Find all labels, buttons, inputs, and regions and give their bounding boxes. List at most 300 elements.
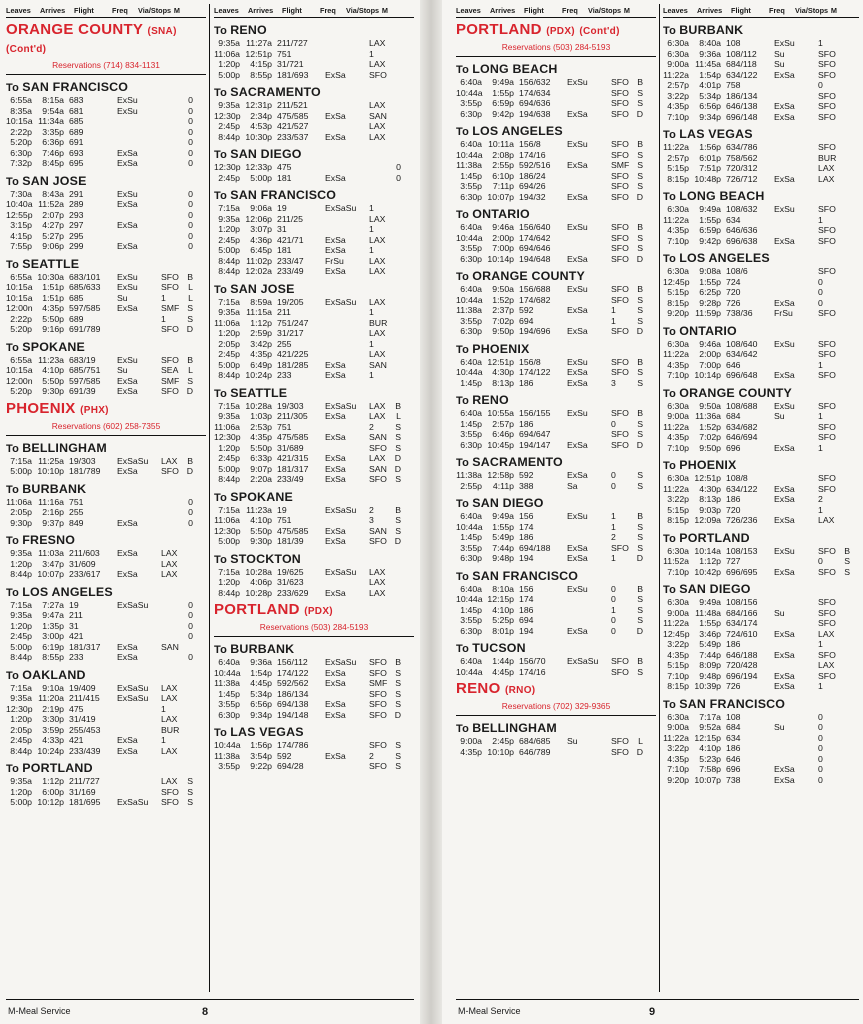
leaves-cell: 11:52a	[663, 556, 689, 566]
frequency-cell: ExSa	[325, 750, 346, 761]
flight-row	[663, 754, 859, 765]
flight-row	[6, 456, 206, 467]
header-via: Via/Stops	[346, 6, 380, 15]
arrives-cell: 1:44p	[492, 656, 514, 666]
stops-meal-cell: 0	[188, 230, 193, 241]
frequency-cell: ExSaSu	[325, 296, 357, 307]
leaves-cell: 6:55a	[10, 271, 32, 282]
destination-heading	[6, 761, 206, 776]
flight-number-cell: 685	[69, 116, 84, 126]
leaves-cell: 6:40a	[460, 222, 482, 232]
via-cell: SFO	[818, 649, 836, 660]
via-cell: SFO	[818, 483, 836, 494]
destination-city: SAN DIEGO	[472, 496, 544, 510]
via-cell: LAX	[818, 163, 835, 173]
via-cell: SFO	[818, 370, 836, 380]
flight-row	[214, 318, 414, 329]
arrives-cell: 9:06p	[42, 241, 64, 251]
flight-number-cell: 233/47	[277, 255, 304, 266]
via-cell: SFO	[818, 670, 836, 681]
flight-row	[663, 163, 859, 174]
arrives-cell: 7:00p	[492, 243, 514, 253]
flight-number-cell: 694	[519, 615, 534, 625]
stops-meal-cell: 0	[188, 105, 193, 116]
stops-meal-cell	[391, 235, 401, 246]
arrives-cell: 8:55p	[42, 652, 64, 662]
leaves-cell: 12:30p	[214, 432, 241, 442]
flight-row	[456, 656, 656, 667]
leaves-cell: 2:45p	[218, 172, 240, 183]
arrives-cell: 9:34p	[250, 709, 272, 720]
origin-city: PORTLAND	[456, 21, 542, 38]
stops-meal-cell	[840, 473, 850, 484]
flight-row	[214, 474, 414, 485]
stops-meal-cell	[840, 639, 850, 650]
flight-number-cell: 108	[726, 38, 741, 48]
arrives-cell: 11:52a	[38, 199, 64, 209]
frequency-cell	[567, 605, 611, 616]
leaves-cell: 6:30p	[460, 326, 482, 336]
frequency-cell: ExSa	[567, 108, 588, 119]
leaves-cell: 6:30a	[667, 338, 689, 349]
flight-number-cell: 181/789	[69, 466, 101, 476]
arrives-cell: 5:27p	[42, 230, 64, 241]
leaves-cell: 10:44a	[456, 294, 483, 305]
via-cell	[161, 127, 183, 138]
frequency-cell	[117, 507, 161, 518]
flight-number-cell: 689	[69, 126, 84, 137]
stops-meal-cell: S	[395, 515, 401, 525]
flight-row	[663, 339, 859, 350]
leaves-cell: 9:00a	[667, 607, 689, 618]
destination-city: LOS ANGELES	[472, 124, 563, 138]
origin-city-name	[6, 401, 206, 419]
leaves-cell: 6:30a	[667, 473, 689, 483]
flight-row	[663, 608, 859, 619]
flight-number-cell: 475	[69, 703, 84, 714]
via-cell: 2	[818, 494, 823, 504]
stops-meal-cell	[840, 671, 850, 682]
stops-meal-cell: 0	[396, 172, 401, 183]
arrives-cell: 1:12p	[699, 556, 721, 566]
stops-meal-cell	[840, 91, 850, 102]
stops-meal-cell	[840, 38, 850, 49]
arrives-cell: 2:00p	[492, 232, 514, 243]
header-arrives: Arrives	[697, 6, 723, 15]
flight-row	[214, 349, 414, 360]
via-cell: SAN	[369, 432, 387, 442]
leaves-cell: 1:20p	[10, 620, 32, 631]
via-cell: 1	[611, 305, 616, 315]
arrives-cell: 9:36a	[250, 657, 272, 667]
leaves-cell: 2:45p	[10, 631, 32, 641]
flight-number-cell: 683	[69, 95, 84, 105]
stops-meal-cell	[391, 111, 401, 122]
flight-row	[456, 357, 656, 368]
flight-number-cell: 156/70	[519, 656, 546, 666]
origin-rule	[6, 74, 206, 75]
arrives-cell: 4:10p	[250, 515, 272, 525]
to-label: To	[663, 387, 680, 400]
leaves-cell: 4:35p	[667, 432, 689, 442]
stops-meal-cell: S	[637, 470, 643, 480]
flight-row	[214, 505, 414, 516]
frequency-cell	[325, 443, 369, 454]
leaves-cell: 6:30p	[460, 625, 482, 636]
frequency-cell: ExSaSu	[325, 400, 357, 411]
arrives-cell: 11:36a	[695, 411, 721, 421]
leaves-cell: 12:30p	[214, 525, 241, 536]
flight-row	[663, 775, 859, 786]
flight-row	[214, 401, 414, 412]
leaves-cell: 11:06a	[214, 515, 240, 525]
frequency-cell	[567, 171, 611, 182]
flight-number-cell: 19/409	[69, 682, 96, 693]
via-cell: SFO	[818, 349, 836, 359]
origin-city: RENO	[456, 680, 501, 697]
via-cell: SFO	[818, 400, 836, 411]
to-label: To	[663, 584, 680, 596]
flight-number-cell: 293	[69, 209, 84, 220]
destination-heading	[663, 697, 859, 712]
leaves-cell: 3:55p	[460, 181, 482, 191]
leaves-cell: 7:10p	[667, 111, 689, 122]
flight-number-cell: 475/585	[277, 525, 309, 536]
via-cell	[161, 497, 183, 508]
stops-meal-cell	[840, 743, 850, 754]
flight-number-cell: 758/562	[726, 152, 758, 163]
arrives-cell: 1:55p	[699, 276, 721, 287]
flight-number-cell: 156	[519, 511, 534, 521]
via-cell: LAX	[161, 455, 178, 466]
leaves-cell: 6:30a	[667, 545, 689, 556]
flight-number-cell: 108/640	[726, 338, 758, 349]
stops-meal-cell	[840, 80, 850, 91]
via-cell: SFO	[369, 761, 387, 771]
flight-row	[663, 650, 859, 661]
flight-row	[6, 365, 206, 376]
frequency-cell	[117, 631, 161, 642]
via-cell: 1	[369, 338, 374, 349]
frequency-cell: ExSu	[567, 222, 588, 232]
via-cell: SFO	[611, 191, 629, 202]
leaves-cell: 2:05p	[10, 507, 32, 517]
flight-number-cell: 194/648	[519, 253, 551, 264]
via-cell: SFO	[369, 740, 387, 750]
frequency-cell	[567, 181, 611, 192]
via-cell: 2	[369, 504, 374, 515]
flight-number-cell: 592	[519, 470, 534, 480]
destination-heading	[456, 641, 656, 656]
destination-heading	[214, 386, 414, 401]
arrives-cell: 11:03a	[38, 548, 64, 558]
flight-row	[214, 328, 414, 339]
stops-meal-cell	[183, 735, 193, 746]
stops-meal-cell: S	[637, 87, 643, 98]
arrives-cell: 8:15a	[42, 95, 64, 105]
frequency-cell	[567, 429, 611, 440]
via-cell: SFO	[161, 354, 179, 365]
leaves-cell: 8:44p	[218, 255, 240, 266]
flight-number-cell: 421/315	[277, 453, 309, 463]
arrives-cell: 12:15p	[694, 732, 721, 743]
flight-row	[6, 158, 206, 169]
flight-row	[456, 181, 656, 192]
to-label: To	[456, 395, 473, 407]
leaves-cell: 9:35a	[10, 693, 32, 703]
via-cell: 2	[369, 750, 374, 761]
flight-row	[214, 751, 414, 762]
stops-meal-cell: 0	[188, 652, 193, 662]
frequency-cell	[774, 618, 818, 629]
flight-number-cell: 233	[277, 370, 292, 380]
frequency-cell	[325, 59, 369, 70]
arrives-cell: 4:10p	[42, 365, 64, 375]
arrives-cell: 5:49p	[699, 639, 721, 649]
flight-number-cell: 592/562	[277, 678, 309, 688]
frequency-cell	[325, 100, 369, 111]
flight-number-cell: 724/610	[726, 628, 758, 639]
flight-row	[663, 80, 859, 91]
flight-number-cell: 696/648	[726, 370, 758, 380]
frequency-cell	[774, 287, 818, 298]
leaves-cell: 12:45p	[663, 276, 690, 287]
stops-meal-cell: S	[395, 432, 401, 442]
flight-number-cell: 646	[726, 753, 741, 764]
destination-city: FRESNO	[22, 533, 76, 547]
arrives-cell: 8:09p	[699, 660, 721, 670]
arrives-cell: 12:06p	[245, 213, 272, 224]
flight-row	[6, 704, 206, 715]
to-label: To	[663, 25, 680, 37]
frequency-cell: ExSa	[117, 158, 138, 168]
flight-row	[214, 422, 414, 433]
stops-meal-cell	[840, 722, 850, 733]
via-cell: SFO	[611, 429, 629, 439]
header-freq: Freq	[562, 6, 578, 15]
stops-meal-cell	[391, 214, 401, 225]
frequency-cell: ExSu	[774, 204, 795, 214]
via-cell: LAX	[818, 660, 835, 670]
via-cell	[161, 231, 183, 242]
stops-meal-cell	[840, 204, 850, 215]
flight-number-cell: 156/8	[519, 356, 541, 367]
via-cell: 0	[818, 732, 823, 743]
via-cell: SFO	[161, 282, 179, 292]
via-cell	[161, 610, 183, 621]
arrives-cell: 6:56p	[699, 101, 721, 111]
frequency-cell: ExSa	[117, 517, 138, 528]
flight-number-cell: 751	[277, 421, 292, 432]
flight-number-cell: 694/188	[519, 542, 551, 553]
origin-city-name	[6, 22, 206, 58]
frequency-cell: ExSa	[325, 453, 346, 463]
via-cell: 1	[818, 411, 823, 421]
flight-number-cell: 19/303	[69, 455, 96, 466]
flight-row	[456, 233, 656, 244]
frequency-cell	[774, 556, 818, 567]
via-cell: SFO	[818, 48, 836, 59]
flight-row	[214, 689, 414, 700]
flight-row	[663, 174, 859, 185]
stops-meal-cell: S	[637, 294, 643, 305]
flight-row	[214, 526, 414, 537]
frequency-cell: FrSu	[325, 255, 344, 266]
leaves-cell: 1:20p	[10, 714, 32, 724]
destination-city: SAN FRANCISCO	[679, 696, 786, 711]
flight-row	[214, 678, 414, 689]
leaves-cell: 9:35a	[218, 411, 240, 421]
via-cell	[161, 106, 183, 117]
frequency-cell: ExSa	[774, 681, 795, 691]
via-cell: 0	[611, 615, 616, 625]
leaves-cell: 7:10p	[667, 566, 689, 577]
frequency-cell	[325, 740, 369, 751]
reservations-phone: Reservations (503) 284-5193	[501, 42, 611, 52]
leaves-cell: 2:55p	[460, 480, 482, 491]
frequency-cell	[325, 577, 369, 588]
arrives-cell: 9:46a	[492, 222, 514, 232]
flight-number-cell: 421/527	[277, 121, 309, 131]
stops-meal-cell: D	[636, 191, 643, 202]
flight-row	[663, 546, 859, 557]
frequency-cell: ExSa	[117, 220, 138, 230]
arrives-cell: 9:03p	[699, 504, 721, 515]
flight-number-cell: 181/317	[277, 463, 309, 474]
frequency-cell: Su	[774, 411, 785, 421]
stops-meal-cell: D	[186, 386, 193, 396]
stops-meal-cell: D	[636, 253, 643, 264]
flight-row	[6, 652, 206, 663]
stops-meal-cell: S	[187, 776, 193, 786]
flight-number-cell: 694/138	[277, 699, 309, 709]
leaves-cell: 5:15p	[667, 287, 689, 297]
frequency-cell	[325, 515, 369, 526]
arrives-cell: 5:50p	[42, 313, 64, 324]
flight-number-cell: 634/174	[726, 618, 758, 628]
flight-row	[456, 481, 656, 492]
arrives-cell: 2:37p	[492, 305, 514, 315]
flight-number-cell: 695	[69, 158, 84, 168]
via-cell: LAX	[369, 38, 386, 48]
frequency-cell: ExSa	[774, 69, 795, 80]
destination-city: SAN JOSE	[22, 173, 87, 188]
leaves-cell: 6:40a	[460, 511, 482, 521]
flight-number-cell: 684/166	[726, 607, 758, 618]
frequency-cell: ExSa	[117, 386, 138, 396]
stops-meal-cell: S	[637, 232, 643, 243]
via-cell: LAX	[818, 173, 835, 184]
destination-city: LAS VEGAS	[230, 725, 304, 739]
flight-row	[663, 671, 859, 682]
frequency-cell: Su	[774, 607, 785, 618]
arrives-cell: 9:36a	[699, 48, 721, 59]
arrives-cell: 4:45p	[492, 666, 514, 677]
stops-meal-cell	[840, 650, 850, 661]
leaves-cell: 6:40a	[460, 583, 482, 594]
arrives-cell: 7:44p	[492, 542, 514, 553]
destination-heading	[456, 393, 656, 408]
arrives-cell: 10:24p	[37, 745, 64, 756]
continued-label: (Cont'd)	[6, 44, 47, 55]
frequency-cell: ExSa	[325, 587, 346, 598]
frequency-cell: ExSu	[567, 583, 588, 594]
leaves-cell: 5:20p	[10, 137, 32, 147]
via-cell: SFO	[611, 284, 629, 294]
flight-number-cell: 646/789	[519, 746, 551, 757]
flight-number-cell: 211/521	[277, 100, 308, 110]
frequency-cell: ExSaSu	[325, 657, 357, 667]
stops-meal-cell: L	[188, 365, 193, 375]
to-label: To	[214, 491, 231, 504]
stops-meal-cell	[183, 559, 193, 570]
leaves-cell: 12:30p	[214, 162, 241, 172]
stops-meal-cell	[840, 515, 850, 526]
flight-number-cell: 181	[277, 245, 292, 255]
destination-city: SACRAMENTO	[230, 85, 321, 99]
leaves-cell: 3:22p	[667, 90, 689, 101]
frequency-cell: Su	[774, 722, 785, 732]
destination-city: PORTLAND	[22, 761, 93, 775]
via-cell: LAX	[161, 714, 178, 724]
flight-number-cell: 194/32	[519, 191, 546, 202]
flight-number-cell: 634/122	[726, 483, 758, 494]
flight-row	[456, 222, 656, 233]
via-cell	[161, 189, 183, 200]
stops-meal-cell	[391, 121, 401, 132]
leaves-cell: 11:38a	[456, 305, 482, 315]
frequency-cell	[567, 295, 611, 306]
arrives-cell: 3:46p	[699, 628, 721, 639]
reservations-phone: Reservations (714) 834-1131	[52, 60, 160, 70]
flight-row	[6, 746, 206, 757]
flight-row	[663, 101, 859, 112]
frequency-cell	[325, 224, 369, 235]
via-cell: 1	[611, 521, 616, 532]
destination-city: LONG BEACH	[472, 62, 558, 76]
flight-number-cell: 194/638	[519, 108, 551, 119]
stops-meal-cell: B	[844, 545, 850, 556]
flight-row	[663, 629, 859, 640]
leaves-cell: 8:15p	[667, 515, 689, 525]
leaves-cell: 8:44p	[218, 370, 240, 380]
stops-meal-cell: 0	[188, 209, 193, 220]
stops-meal-cell	[391, 577, 401, 588]
stops-meal-cell: 0	[188, 116, 193, 126]
leaves-cell: 4:35p	[667, 225, 689, 235]
arrives-cell: 3:59p	[42, 724, 64, 735]
arrives-cell: 5:25p	[492, 615, 514, 625]
leaves-cell: 2:45p	[218, 234, 240, 245]
flight-row	[214, 256, 414, 267]
flight-number-cell: 174/122	[277, 667, 309, 678]
flight-row	[663, 370, 859, 381]
flight-row	[456, 77, 656, 88]
frequency-cell: ExSa	[117, 641, 138, 652]
leaves-cell: 6:30p	[460, 108, 482, 119]
flight-number-cell: 696	[726, 442, 741, 453]
arrives-cell: 12:31p	[245, 100, 272, 110]
arrives-cell: 3:07p	[250, 224, 272, 234]
frequency-cell: Su	[567, 736, 578, 746]
to-label: To	[6, 258, 23, 271]
arrives-cell: 10:10p	[487, 746, 514, 757]
flight-number-cell: 646/636	[726, 225, 758, 235]
flight-number-cell: 19	[277, 203, 287, 213]
flight-number-cell: 694/28	[277, 761, 304, 771]
flight-number-cell: 726	[726, 681, 741, 691]
flight-number-cell: 194/696	[519, 326, 551, 336]
